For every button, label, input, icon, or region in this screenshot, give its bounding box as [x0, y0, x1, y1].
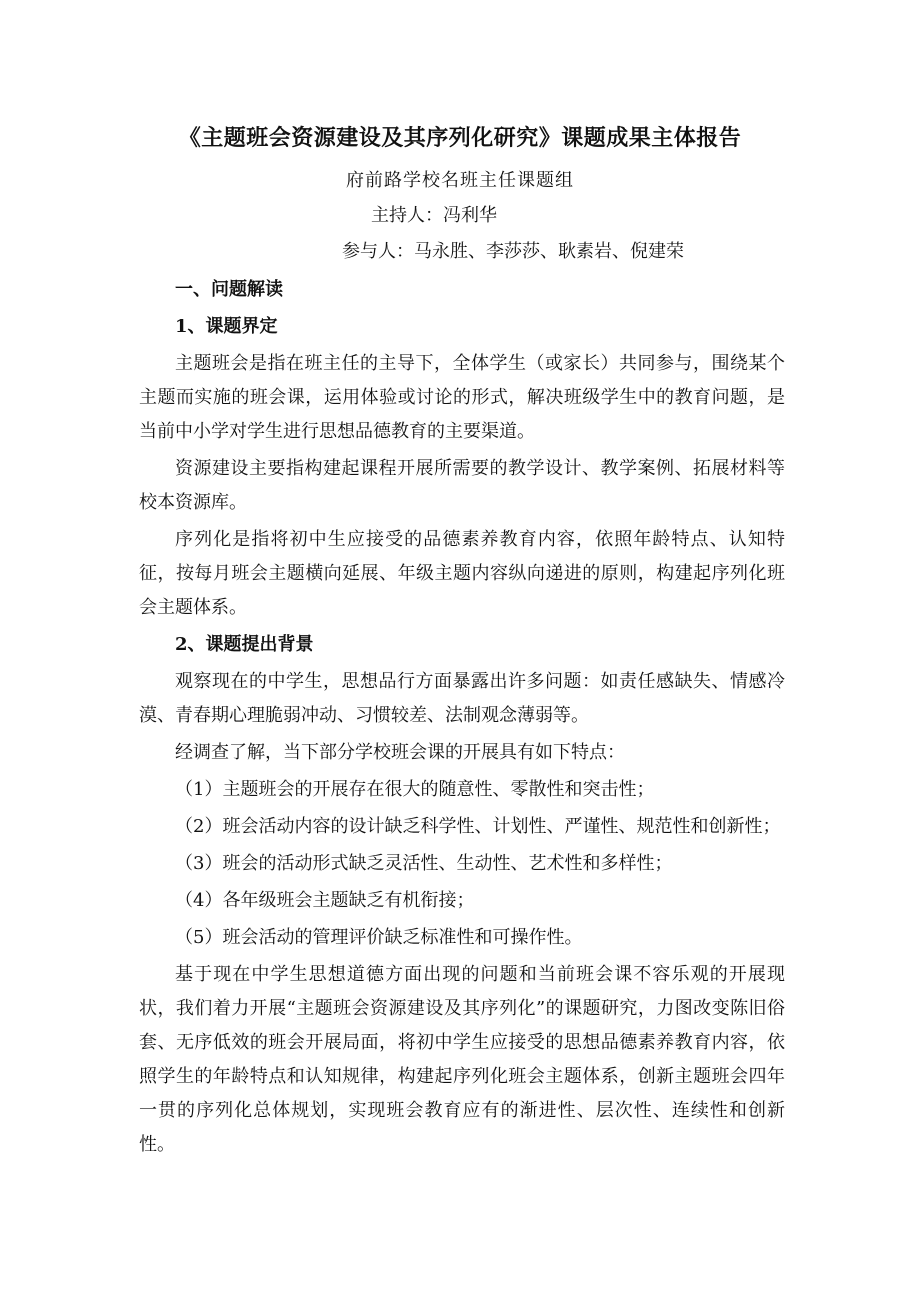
document-body: [139, 273, 785, 1165]
list-item: （3）班会的活动形式缺乏灵活性、生动性、艺术性和多样性；: [175, 853, 673, 874]
participants-line: 参与人：马永胜、李莎莎、耿素岩、倪建荣: [342, 241, 684, 262]
host-line: 主持人：冯利华: [371, 205, 497, 226]
paragraph-conclusion: 基于现在中学生思想道德方面出现的问题和当前班会课不容乐观的开展现状，我们着力开展“主题班会资源建设及其序列化”的课题研究，力图改变陈旧俗套、无序低效的班会开展局面，将初中学生应接受的思想品德素养教育内容，依照学生的年龄特点和认知规律，构建起序列化班会主题体系，创新主题班会四年一贯的序列化总体规划，实现班会教育应有的渐进性、层次性、连续性和创新性。: [139, 964, 785, 1155]
paragraph-serialization: 序列化是指将初中生应接受的品德素养教育内容，依照年龄特点、认知特征，按每月班会主题横向延展、年级主题内容纵向递进的原则，构建起序列化班会主题体系。: [139, 529, 785, 618]
section-heading-problem: 一、问题解读: [175, 279, 283, 300]
subsection-heading-definition: 1、课题界定: [175, 316, 278, 337]
paragraph-theme-class: 主题班会是指在班主任的主导下，全体学生（或家长）共同参与，围绕某个主题而实施的班会课，运用体验或讨论的形式，解决班级学生中的教育问题，是当前中小学对学生进行思想品德教育的主要渠道。: [139, 353, 785, 442]
list-item: （2）班会活动内容的设计缺乏科学性、计划性、严谨性、规范性和创新性；: [175, 816, 781, 837]
paragraph-observation: 观察现在的中学生，思想品行方面暴露出许多问题：如责任感缺失、情感冷漠、青春期心理脆弱冲动、习惯较差、法制观念薄弱等。: [139, 671, 785, 726]
document-title: 《主题班会资源建设及其序列化研究》课题成果主体报告: [178, 125, 742, 151]
subsection-heading-background: 2、课题提出背景: [175, 634, 314, 655]
list-item: （4）各年级班会主题缺乏有机衔接；: [175, 890, 475, 911]
paragraph-resource-building: 资源建设主要指构建起课程开展所需要的教学设计、教学案例、拓展材料等校本资源库。: [139, 458, 785, 513]
organization-line: 府前路学校名班主任课题组: [346, 170, 574, 191]
list-item: （1）主题班会的开展存在很大的随意性、零散性和突击性；: [175, 779, 655, 800]
paragraph-survey: 经调查了解，当下部分学校班会课的开展具有如下特点：: [175, 742, 625, 763]
list-item: （5）班会活动的管理评价缺乏标准性和可操作性。: [175, 927, 583, 948]
